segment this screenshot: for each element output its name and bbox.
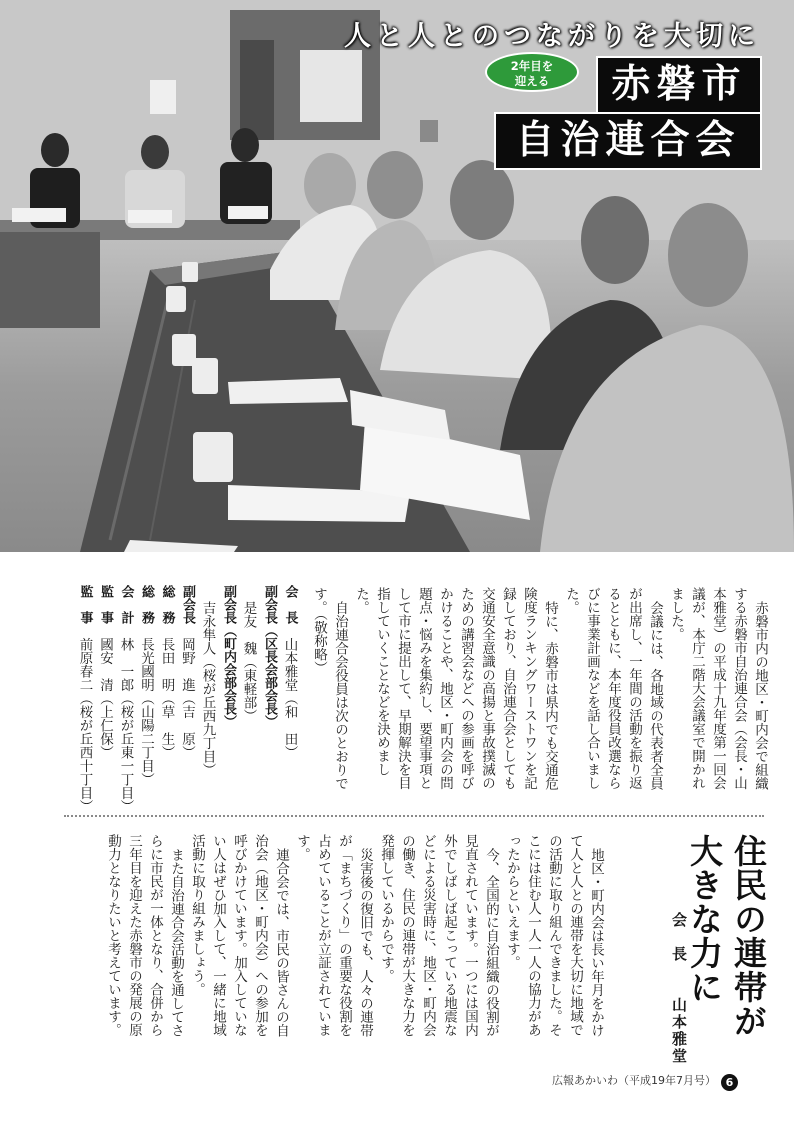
article-paragraph: 会議には、各地域の代表者全員が出席し、一年間の活動を振り返るとともに、本年度役員改選ならびに事業計画などを話し合いました。 — [563, 587, 663, 790]
officer-role: 副会長 — [180, 585, 195, 624]
officer-row — [218, 585, 239, 799]
officer-row — [74, 585, 95, 813]
officer-role: 監 事 — [77, 585, 93, 624]
officer-row — [259, 585, 280, 799]
officer-name: 長光國明（山陽二丁目） — [138, 637, 154, 786]
officer-name: 國安 清（上仁保） — [97, 637, 113, 759]
author-name: 山本雅堂 — [670, 997, 688, 1065]
article-paragraph: 赤磐市内の地区・町内会で組織する赤磐市自治連合会（会長・山本雅堂）の平成十九年度第一回会議が、本庁二階大会議室で開かれました。 — [668, 587, 768, 790]
officer-role: 監 事 — [98, 585, 113, 624]
officer-row — [177, 585, 198, 799]
officer-role: 副会長（町内会部会長） — [221, 585, 236, 728]
officer-role: 総 務 — [139, 585, 154, 624]
officer-role: 総 務 — [159, 585, 175, 624]
message-paragraph: 災害後の復旧でも、人々の連帯が「まちづくり」の重要な役割を占めていることが立証されています。 — [294, 834, 373, 1037]
officer-role: 会 長 — [282, 585, 298, 624]
officer-row — [197, 585, 218, 799]
officer-row — [156, 585, 177, 799]
officer-name: 吉永隼人（桜が丘西九丁目） — [199, 601, 216, 777]
message-title-line-2: 大きな力に — [685, 834, 724, 1004]
page-number: 6 — [721, 1074, 738, 1091]
message-paragraph: 連合会では、市民の皆さんの自治会（地区・町内会）への参加を呼びかけています。加入していない人はぜひ加入して、一緒に地域活動に取り組みましょう。 — [189, 834, 289, 1037]
message-paragraph: また自治連合会活動を通してさらに市民が一体となり、合併から三年目を迎えた赤磐市の発展の原動力となりたいと考えています。 — [105, 834, 184, 1037]
officer-name: 岡野 進（吉 原） — [179, 637, 195, 759]
page-title-line-1: 赤磐市 — [596, 56, 762, 114]
officer-row — [238, 585, 259, 799]
message-title — [682, 834, 770, 1038]
officer-role: 副会長（区長会部会長） — [262, 585, 277, 728]
officer-name: 前原春二（桜が丘西十丁目） — [76, 637, 93, 813]
second-year-badge — [485, 52, 579, 92]
officer-name: 林 一郎（桜が丘東一丁目） — [117, 637, 134, 813]
article-paragraph: 自治連合会役員は次のとおりです。（敬称略） — [311, 587, 348, 790]
officer-roster — [74, 585, 300, 813]
officer-name: 是友 魏（東軽部） — [240, 601, 257, 723]
message-title-line-1: 住民の連帯が — [729, 834, 768, 1038]
message-byline — [669, 912, 690, 1065]
officer-row — [115, 585, 136, 813]
publication-footer: 広報あかいわ（平成19年7月号） — [552, 1074, 716, 1087]
officer-name: 長田 明（草 生） — [158, 637, 175, 759]
officer-name: 山本雅堂（和 田） — [281, 637, 298, 759]
officer-row — [136, 585, 157, 799]
officer-row — [95, 585, 116, 799]
author-role: 会 長 — [670, 912, 688, 963]
headline: 人と人とのつながりを大切に — [344, 21, 760, 52]
article-body — [308, 587, 770, 801]
message-body — [102, 834, 606, 1048]
badge-line-2: 迎える — [514, 74, 550, 88]
officer-role: 会 計 — [118, 585, 134, 624]
meeting-photo — [0, 0, 794, 552]
page-title-line-2: 自治連合会 — [494, 112, 762, 170]
section-divider — [64, 815, 764, 817]
article-paragraph: 特に、赤磐市は県内でも交通危険度ランキングワーストワンを記録しており、自治連合会としても交通安全意識の高揚と事故撲滅のための講習会などへの参画を呼びかけることや、地区・町内会の問題点・悩みを集約し、要望事項として市に提出して、早期解決を目指していくことなどを決めました。 — [353, 587, 558, 790]
message-paragraph: 今、全国的に自治組織の役割が見直されています。一つには国内外でしばしば起こっている地震などによる災害時に、地区・町内会の働き、住民の連帯が大きな力を発揮しているからです。 — [378, 834, 499, 1037]
message-paragraph: 地区・町内会は長い年月をかけて人と人との連帯を大切に地域での活動に取り組んできました。そこには住む人一人一人の協力があったからといえます。 — [504, 834, 604, 1037]
badge-line-1: 2年目を — [510, 59, 554, 73]
officer-row — [279, 585, 300, 799]
